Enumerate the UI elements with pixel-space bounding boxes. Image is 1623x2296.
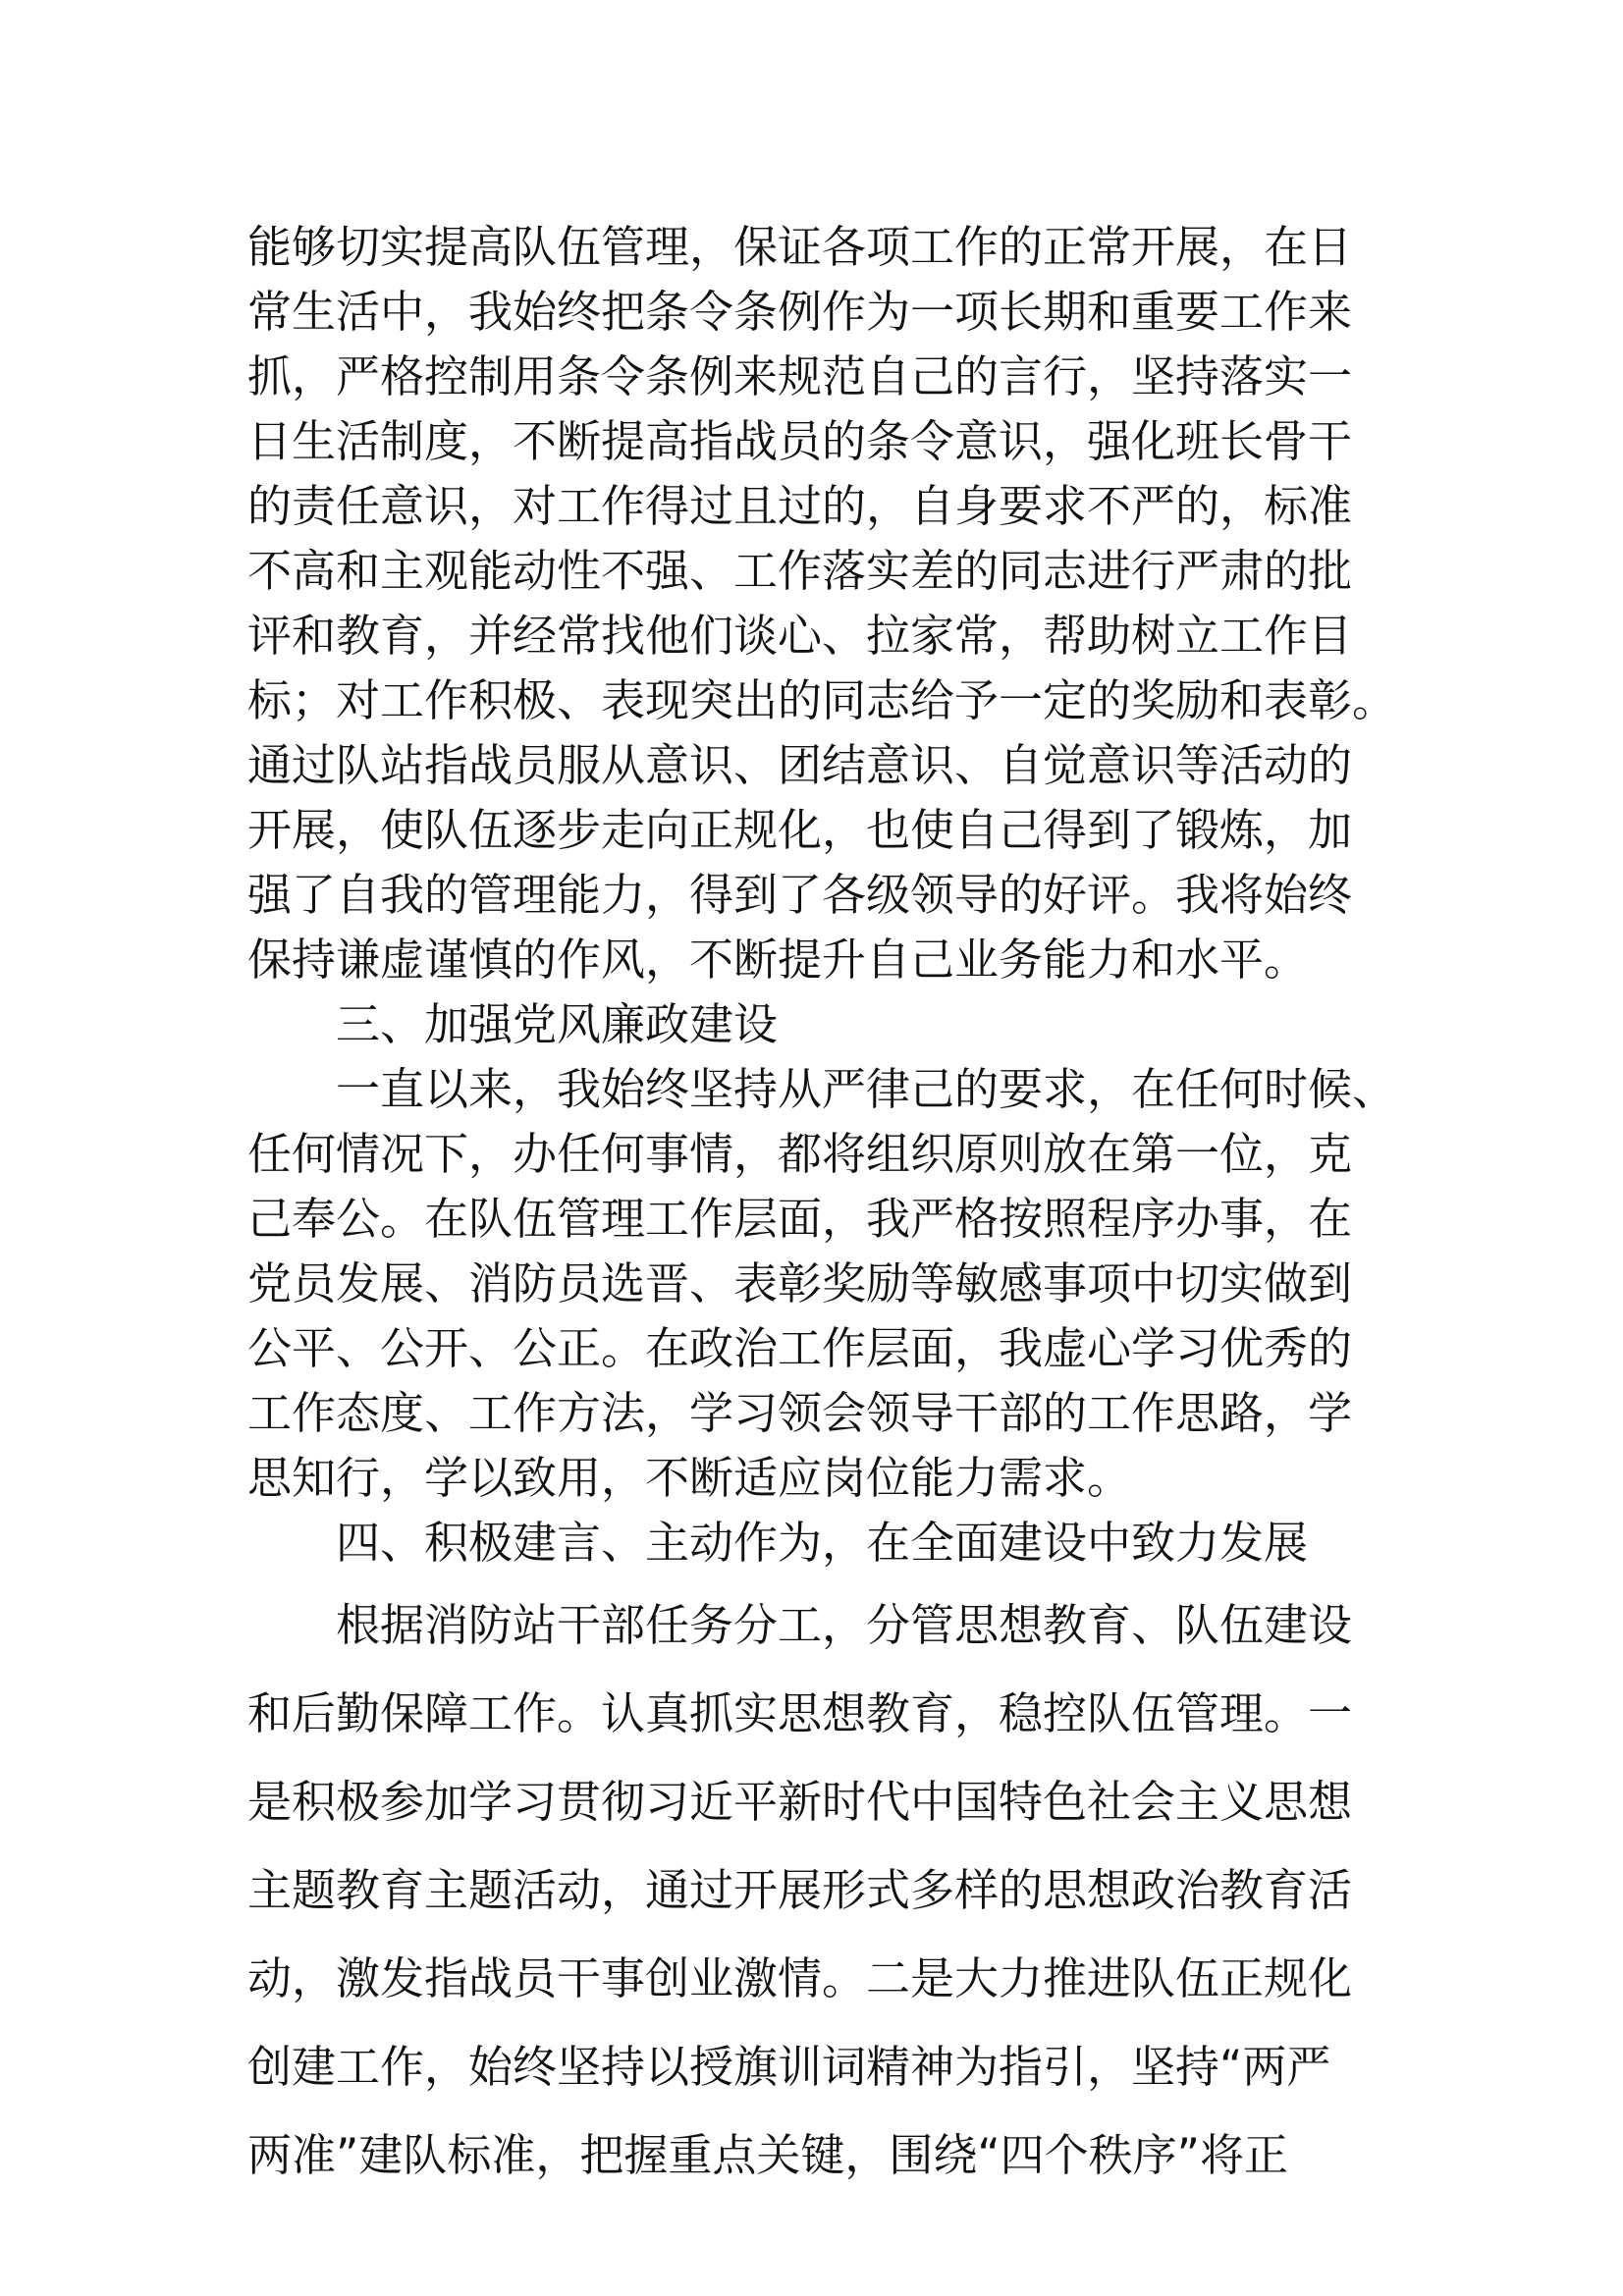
- text-line: 通过队站指战员服从意识、团结意识、自觉意识等活动的: [247, 739, 1353, 791]
- text-line: 党员发展、消防员选晋、表彰奖励等敏感事项中切实做到: [247, 1257, 1353, 1309]
- section-heading: 四、积极建言、主动作为，在全面建设中致力发展: [336, 1517, 1309, 1569]
- text-line: 的责任意识，对工作得过且过的，自身要求不严的，标准: [247, 480, 1353, 532]
- text-line: 抓，严格控制用条令条例来规范自己的言行，坚持落实一: [247, 350, 1353, 402]
- text-line: 是积极参加学习贯彻习近平新时代中国特色社会主义思想: [247, 1776, 1353, 1828]
- text-line: 开展，使队伍逐步走向正规化，也使自己得到了锻炼，加: [247, 804, 1353, 856]
- text-line: 日生活制度，不断提高指战员的条令意识，强化班长骨干: [247, 415, 1353, 467]
- text-line: 能够切实提高队伍管理，保证各项工作的正常开展，在日: [247, 221, 1353, 273]
- text-line: 不高和主观能动性不强、工作落实差的同志进行严肃的批: [247, 545, 1353, 597]
- text-line: 一直以来，我始终坚持从严律己的要求，在任何时候、: [336, 1063, 1397, 1115]
- text-line: 思知行，学以致用，不断适应岗位能力需求。: [247, 1452, 1132, 1504]
- text-line: 工作态度、工作方法，学习领会领导干部的工作思路，学: [247, 1387, 1353, 1439]
- text-line: 动，激发指战员干事创业激情。二是大力推进队伍正规化: [247, 1952, 1353, 2004]
- text-line: 己奉公。在队伍管理工作层面，我严格按照程序办事，在: [247, 1193, 1353, 1245]
- text-line: 强了自我的管理能力，得到了各级领导的好评。我将始终: [247, 869, 1353, 921]
- text-line: 根据消防站干部任务分工，分管思想教育、队伍建设: [336, 1599, 1353, 1651]
- text-line: 主题教育主题活动，通过开展形式多样的思想政治教育活: [247, 1864, 1353, 1916]
- text-line: 公平、公开、公正。在政治工作层面，我虚心学习优秀的: [247, 1322, 1353, 1374]
- text-line: 和后勤保障工作。认真抓实思想教育，稳控队伍管理。一: [247, 1687, 1353, 1739]
- section-heading: 三、加强党风廉政建设: [336, 998, 779, 1050]
- text-line: 保持谦虚谨慎的作风，不断提升自己业务能力和水平。: [247, 934, 1309, 986]
- text-line: 两准”建队标准，把握重点关键，围绕“四个秩序”将正: [247, 2129, 1288, 2181]
- text-line: 任何情况下，办任何事情，都将组织原则放在第一位，克: [247, 1128, 1353, 1180]
- text-line: 常生活中，我始终把条令条例作为一项长期和重要工作来: [247, 286, 1353, 338]
- text-line: 创建工作，始终坚持以授旗训词精神为指引，坚持“两严: [247, 2041, 1331, 2093]
- text-line: 标；对工作积极、表现突出的同志给予一定的奖励和表彰。: [247, 674, 1397, 726]
- text-line: 评和教育，并经常找他们谈心、拉家常，帮助树立工作目: [247, 610, 1353, 662]
